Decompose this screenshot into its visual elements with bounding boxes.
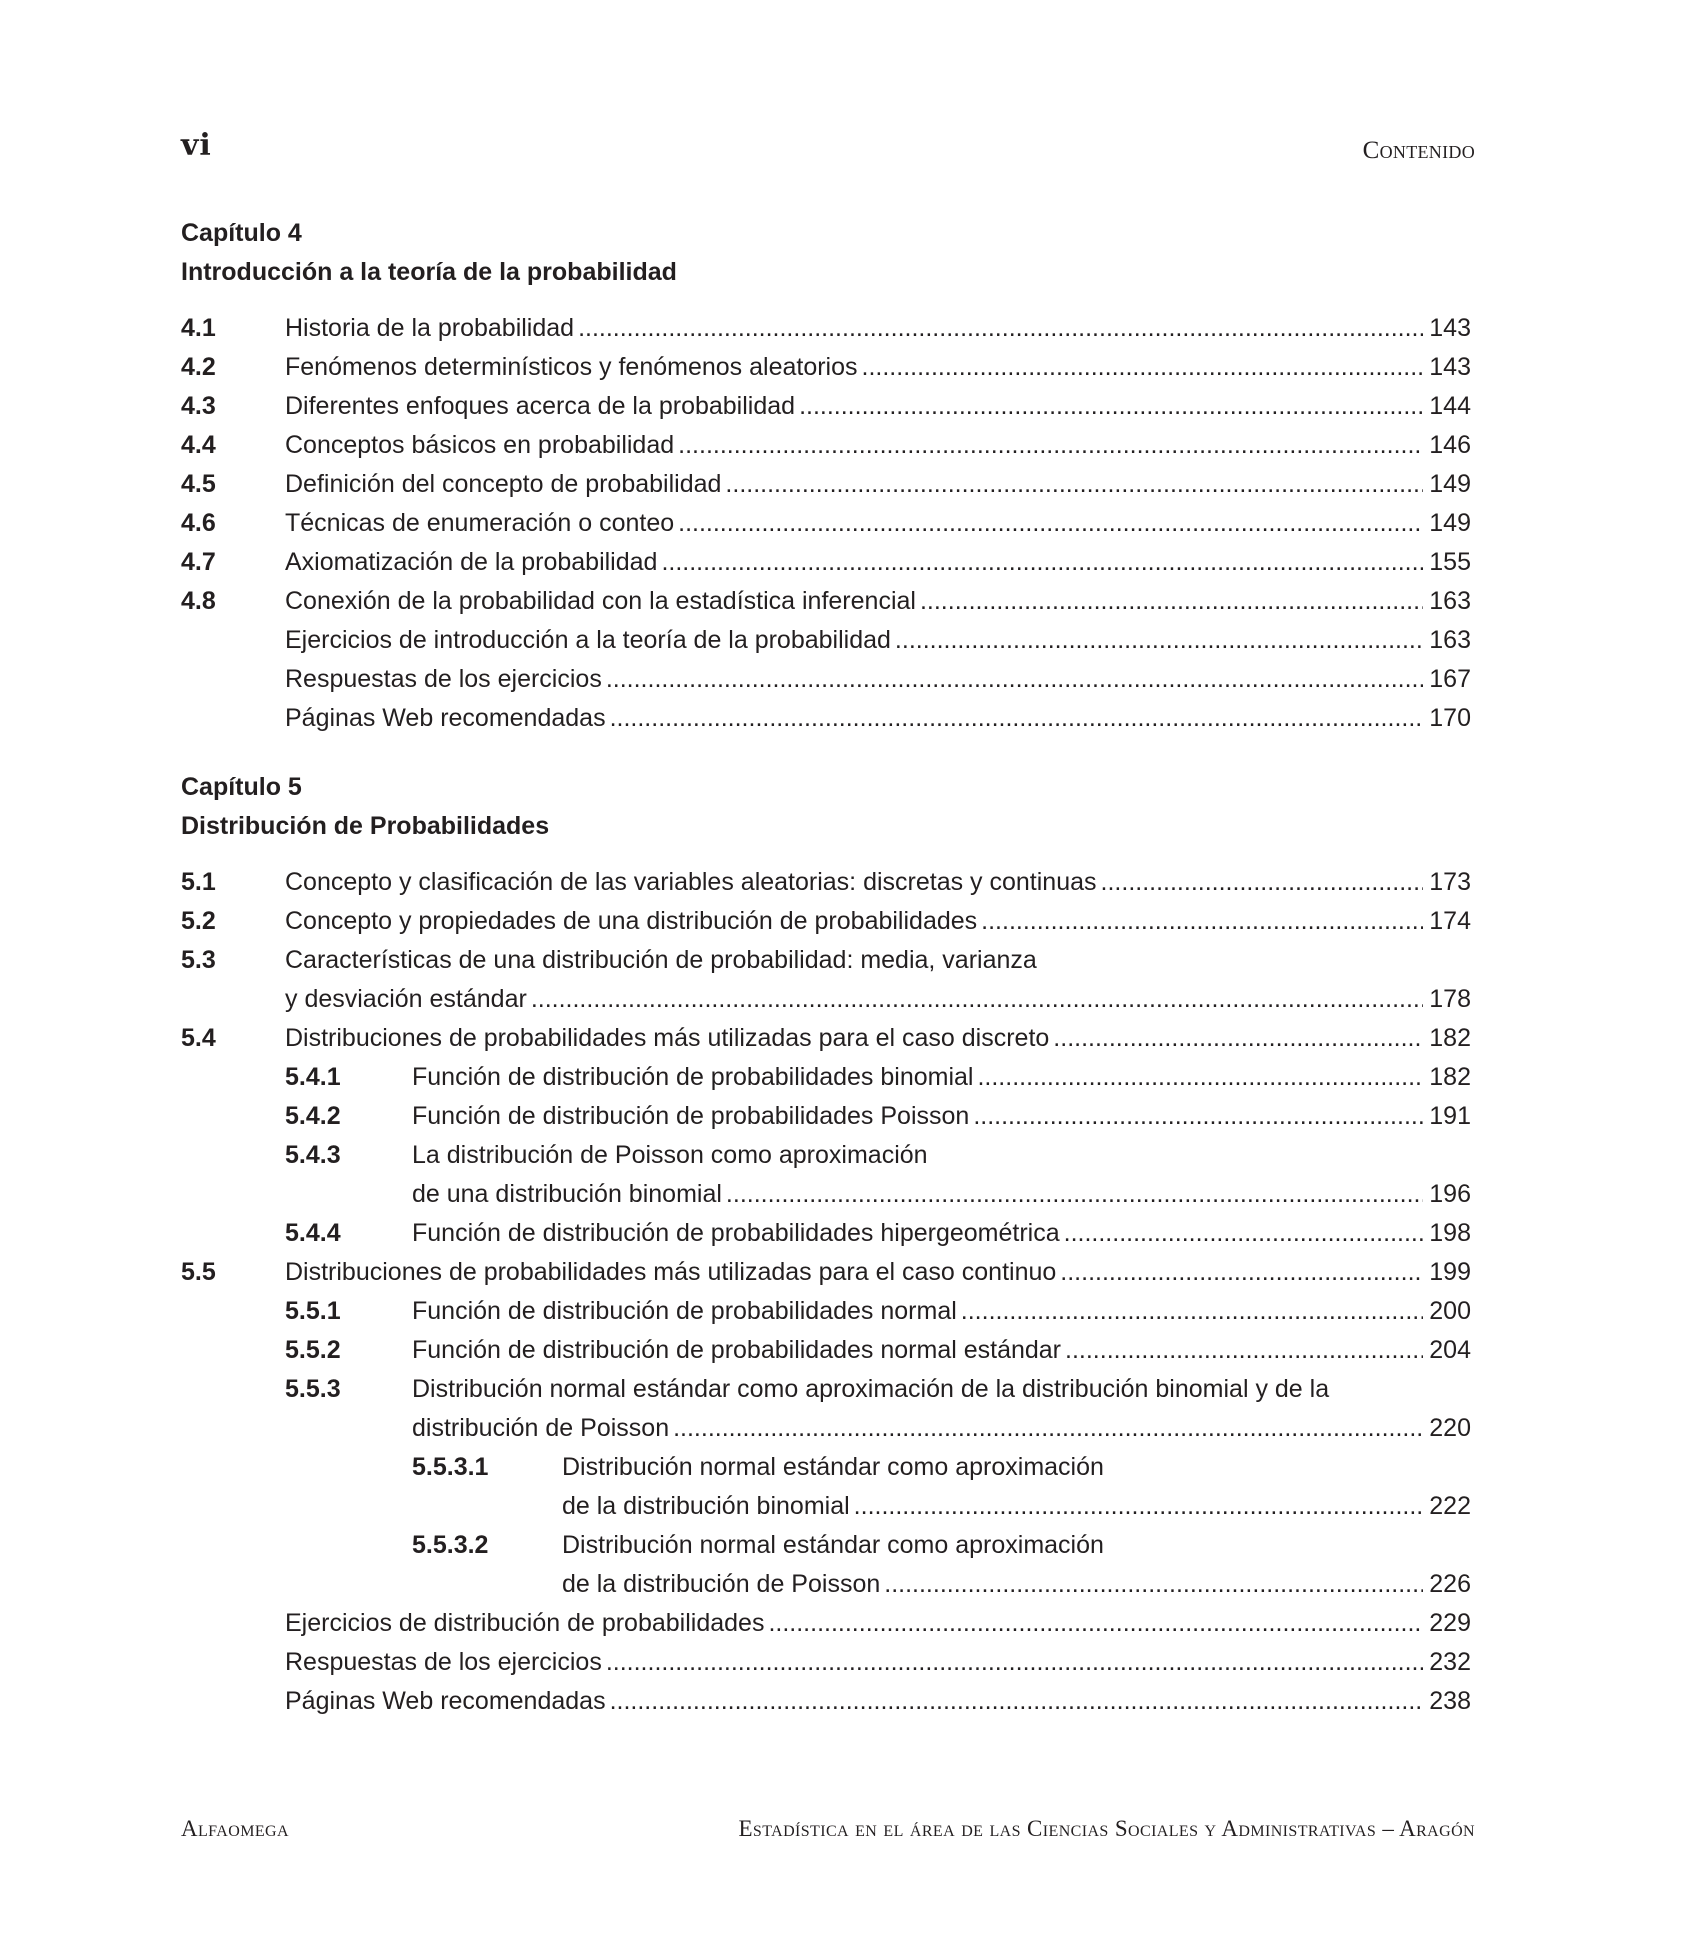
dot-leader bbox=[768, 1604, 1423, 1643]
entry-title: Diferentes enfoques acerca de la probabilidad bbox=[285, 392, 796, 420]
toc-entry[interactable] bbox=[181, 902, 1471, 941]
dot-leader bbox=[1065, 1331, 1423, 1370]
entry-title: Respuestas de los ejercicios bbox=[285, 1648, 602, 1676]
dot-leader bbox=[531, 980, 1423, 1019]
toc-entry[interactable] bbox=[181, 1058, 1471, 1097]
toc-entry[interactable] bbox=[181, 863, 1471, 902]
entry-title: Características de una distribución de probabilidad: media, varianza bbox=[285, 946, 1037, 974]
entry-number: 5.5.1 bbox=[285, 1297, 341, 1325]
entry-page: 174 bbox=[1429, 907, 1471, 935]
entry-page: 232 bbox=[1429, 1648, 1471, 1676]
dot-leader bbox=[961, 1292, 1424, 1331]
toc-entry-continuation[interactable] bbox=[181, 1565, 1471, 1604]
dot-leader bbox=[862, 348, 1424, 387]
entry-title: Páginas Web recomendadas bbox=[285, 704, 606, 732]
chapter-title: Distribución de Probabilidades bbox=[181, 812, 550, 840]
entry-title: de la distribución de Poisson bbox=[562, 1570, 881, 1598]
dot-leader bbox=[610, 1682, 1424, 1721]
entry-title: distribución de Poisson bbox=[412, 1414, 670, 1442]
entry-page: 198 bbox=[1429, 1219, 1471, 1247]
entry-title: Distribución normal estándar como aproximación bbox=[562, 1453, 1104, 1481]
entry-number: 4.2 bbox=[181, 353, 216, 381]
dot-leader bbox=[606, 1643, 1423, 1682]
dot-leader bbox=[725, 465, 1423, 504]
entry-number: 4.6 bbox=[181, 509, 216, 537]
entry-page: 149 bbox=[1429, 509, 1471, 537]
entry-title: Función de distribución de probabilidades hipergeométrica bbox=[412, 1219, 1060, 1247]
entry-title: Función de distribución de probabilidades Poisson bbox=[412, 1102, 970, 1130]
toc-entry[interactable] bbox=[181, 1331, 1471, 1370]
chapter-title: Introducción a la teoría de la probabilidad bbox=[181, 258, 677, 286]
dot-leader bbox=[854, 1487, 1424, 1526]
entry-title: Distribuciones de probabilidades más utilizadas para el caso discreto bbox=[285, 1024, 1050, 1052]
entry-page: 163 bbox=[1429, 587, 1471, 615]
toc-entry[interactable] bbox=[181, 1097, 1471, 1136]
dot-leader bbox=[1053, 1019, 1423, 1058]
entry-number: 5.4 bbox=[181, 1024, 216, 1052]
entry-page: 143 bbox=[1429, 353, 1471, 381]
toc-entry-continuation[interactable] bbox=[181, 1409, 1471, 1448]
entry-number: 4.5 bbox=[181, 470, 216, 498]
entry-title: y desviación estándar bbox=[285, 985, 527, 1013]
running-header: Contenido bbox=[1362, 137, 1475, 164]
entry-title: Distribuciones de probabilidades más utilizadas para el caso continuo bbox=[285, 1258, 1057, 1286]
dot-leader bbox=[1064, 1214, 1424, 1253]
toc-entry[interactable] bbox=[181, 1214, 1471, 1253]
toc-entry[interactable] bbox=[181, 387, 1471, 426]
entry-page: 196 bbox=[1429, 1180, 1471, 1208]
toc-entry[interactable] bbox=[181, 543, 1471, 582]
entry-page: 229 bbox=[1429, 1609, 1471, 1637]
entry-number: 5.4.2 bbox=[285, 1102, 341, 1130]
chapter-4-toc bbox=[181, 214, 1471, 738]
dot-leader bbox=[673, 1409, 1423, 1448]
entry-title: de una distribución binomial bbox=[412, 1180, 722, 1208]
entry-page: 238 bbox=[1429, 1687, 1471, 1715]
dot-leader bbox=[981, 902, 1423, 941]
dot-leader bbox=[726, 1175, 1423, 1214]
chapter-label: Capítulo 4 bbox=[181, 219, 302, 247]
toc-entry[interactable] bbox=[181, 1253, 1471, 1292]
toc-entry[interactable] bbox=[181, 1019, 1471, 1058]
dot-leader bbox=[1060, 1253, 1423, 1292]
entry-number: 5.5.3.1 bbox=[412, 1453, 489, 1481]
toc-entry[interactable] bbox=[181, 582, 1471, 621]
entry-page: 163 bbox=[1429, 626, 1471, 654]
footer-publisher: Alfaomega bbox=[181, 1816, 289, 1841]
entry-number: 5.5 bbox=[181, 1258, 216, 1286]
entry-title: Distribución normal estándar como aproximación de la distribución binomial y de la bbox=[412, 1375, 1330, 1403]
entry-number: 5.5.3.2 bbox=[412, 1531, 489, 1559]
entry-title: Conexión de la probabilidad con la estadística inferencial bbox=[285, 587, 916, 615]
page-number: vi bbox=[181, 128, 212, 163]
dot-leader bbox=[1101, 863, 1424, 902]
entry-title: de la distribución binomial bbox=[562, 1492, 850, 1520]
toc-entry[interactable] bbox=[181, 621, 1471, 660]
toc-entry[interactable] bbox=[181, 1643, 1471, 1682]
entry-number: 4.1 bbox=[181, 314, 216, 342]
entry-number: 5.5.2 bbox=[285, 1336, 341, 1364]
entry-page: 155 bbox=[1429, 548, 1471, 576]
dot-leader bbox=[678, 426, 1423, 465]
entry-number: 4.7 bbox=[181, 548, 216, 576]
entry-title: Función de distribución de probabilidades binomial bbox=[412, 1063, 974, 1091]
chapter-5-toc bbox=[181, 768, 1471, 1721]
dot-leader bbox=[920, 582, 1423, 621]
entry-number: 5.4.3 bbox=[285, 1141, 341, 1169]
entry-number: 5.5.3 bbox=[285, 1375, 341, 1403]
entry-page: 173 bbox=[1429, 868, 1471, 896]
toc-entry[interactable] bbox=[181, 1526, 1471, 1565]
entry-title: Fenómenos determinísticos y fenómenos aleatorios bbox=[285, 353, 858, 381]
entry-page: 226 bbox=[1429, 1570, 1471, 1598]
entry-page: 204 bbox=[1429, 1336, 1471, 1364]
toc-entry[interactable] bbox=[181, 309, 1471, 348]
entry-page: 143 bbox=[1429, 314, 1471, 342]
toc-entry[interactable] bbox=[181, 465, 1471, 504]
entry-page: 170 bbox=[1429, 704, 1471, 732]
entry-number: 5.2 bbox=[181, 907, 216, 935]
entry-title: Historia de la probabilidad bbox=[285, 314, 575, 342]
dot-leader bbox=[578, 309, 1423, 348]
dot-leader bbox=[884, 1565, 1423, 1604]
entry-title: Técnicas de enumeración o conteo bbox=[285, 509, 675, 537]
dot-leader bbox=[610, 699, 1424, 738]
entry-page: 200 bbox=[1429, 1297, 1471, 1325]
entry-title: Distribución normal estándar como aproximación bbox=[562, 1531, 1104, 1559]
entry-number: 5.4.4 bbox=[285, 1219, 341, 1247]
entry-title: Ejercicios de introducción a la teoría de la probabilidad bbox=[285, 626, 891, 654]
entry-page: 178 bbox=[1429, 985, 1471, 1013]
entry-title: Concepto y clasificación de las variables aleatorias: discretas y continuas bbox=[285, 868, 1097, 896]
entry-number: 5.3 bbox=[181, 946, 216, 974]
toc-entry[interactable] bbox=[181, 660, 1471, 699]
entry-title: Axiomatización de la probabilidad bbox=[285, 548, 658, 576]
dot-leader bbox=[678, 504, 1423, 543]
entry-title: Definición del concepto de probabilidad bbox=[285, 470, 722, 498]
entry-page: 199 bbox=[1429, 1258, 1471, 1286]
entry-page: 182 bbox=[1429, 1063, 1471, 1091]
entry-title: Concepto y propiedades de una distribución de probabilidades bbox=[285, 907, 978, 935]
toc-entry[interactable] bbox=[181, 1448, 1471, 1487]
toc-entry[interactable] bbox=[181, 1682, 1471, 1721]
entry-number: 5.1 bbox=[181, 868, 216, 896]
entry-page: 222 bbox=[1429, 1492, 1471, 1520]
entry-number: 4.8 bbox=[181, 587, 216, 615]
entry-title: Ejercicios de distribución de probabilidades bbox=[285, 1609, 765, 1637]
dot-leader bbox=[606, 660, 1423, 699]
toc-entry[interactable] bbox=[181, 1136, 1471, 1175]
entry-page: 182 bbox=[1429, 1024, 1471, 1052]
toc-entry[interactable] bbox=[181, 1370, 1471, 1409]
toc-entry-continuation[interactable] bbox=[181, 1175, 1471, 1214]
dot-leader bbox=[799, 387, 1423, 426]
chapter-label: Capítulo 5 bbox=[181, 773, 302, 801]
dot-leader bbox=[973, 1097, 1423, 1136]
toc-entry[interactable] bbox=[181, 504, 1471, 543]
entry-title: Función de distribución de probabilidades normal estándar bbox=[412, 1336, 1062, 1364]
entry-page: 149 bbox=[1429, 470, 1471, 498]
toc-entry[interactable] bbox=[181, 1604, 1471, 1643]
entry-page: 191 bbox=[1429, 1102, 1471, 1130]
entry-number: 5.4.1 bbox=[285, 1063, 341, 1091]
toc-entry[interactable] bbox=[181, 348, 1471, 387]
toc-entry-continuation[interactable] bbox=[181, 1487, 1471, 1526]
entry-page: 144 bbox=[1429, 392, 1471, 420]
toc-entry-continuation[interactable] bbox=[181, 980, 1471, 1019]
dot-leader bbox=[661, 543, 1423, 582]
entry-title: Respuestas de los ejercicios bbox=[285, 665, 602, 693]
toc-entry[interactable] bbox=[181, 699, 1471, 738]
toc-entry[interactable] bbox=[181, 1292, 1471, 1331]
entry-title: La distribución de Poisson como aproximación bbox=[412, 1141, 928, 1169]
entry-number: 4.3 bbox=[181, 392, 216, 420]
entry-title: Función de distribución de probabilidades normal bbox=[412, 1297, 957, 1325]
toc-entry[interactable] bbox=[181, 941, 1471, 980]
entry-title: Conceptos básicos en probabilidad bbox=[285, 431, 675, 459]
entry-title: Páginas Web recomendadas bbox=[285, 1687, 606, 1715]
entry-page: 146 bbox=[1429, 431, 1471, 459]
toc-entry[interactable] bbox=[181, 426, 1471, 465]
entry-page: 220 bbox=[1429, 1414, 1471, 1442]
entry-number: 4.4 bbox=[181, 431, 216, 459]
dot-leader bbox=[895, 621, 1423, 660]
footer-book-title: Estadística en el área de las Ciencias Sociales y Administrativas – Aragón bbox=[738, 1816, 1475, 1841]
dot-leader bbox=[977, 1058, 1423, 1097]
entry-page: 167 bbox=[1429, 665, 1471, 693]
